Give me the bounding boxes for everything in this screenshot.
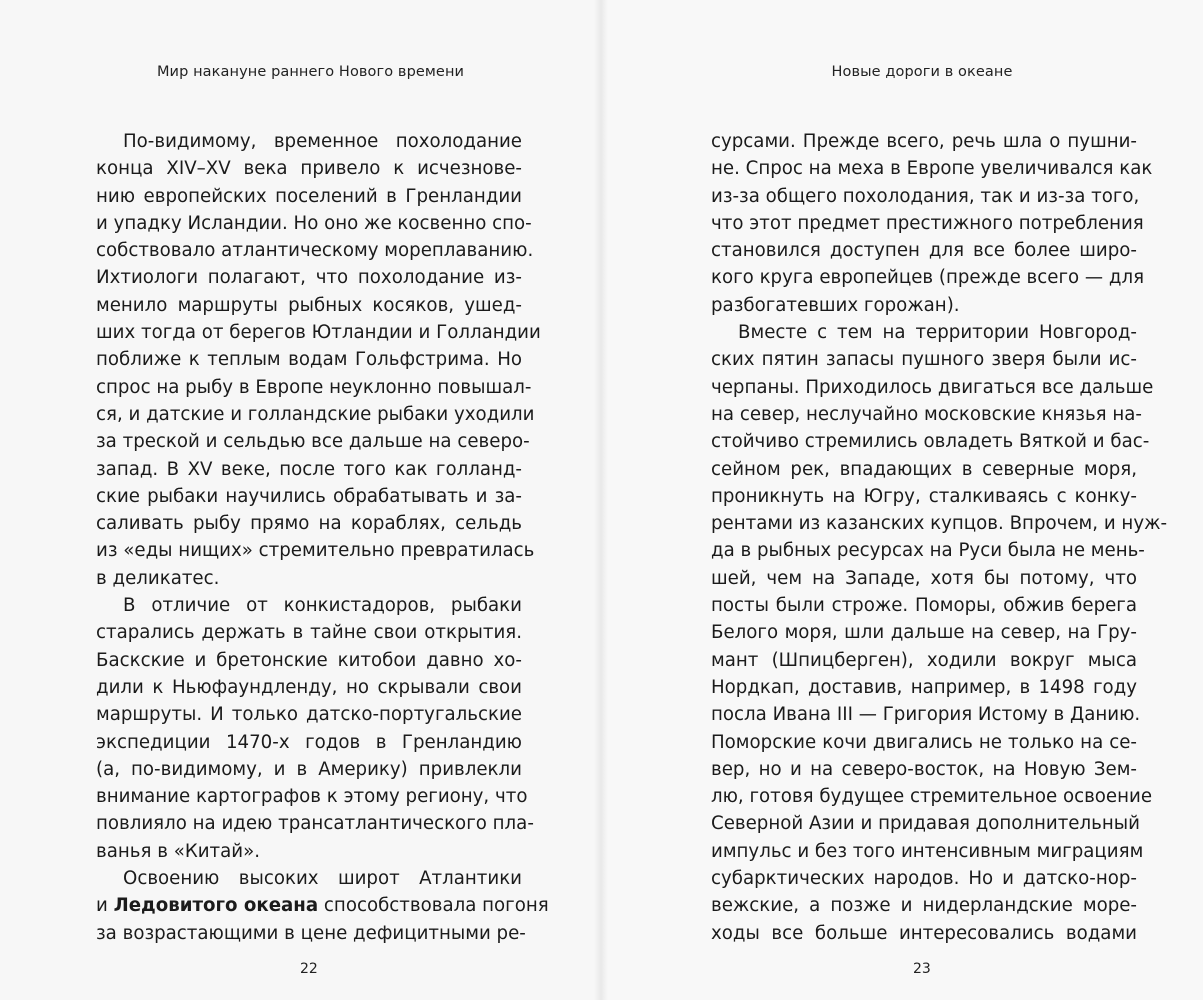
text-line: рентами из казанских купцов. Впрочем, и нуж-: [711, 513, 1168, 535]
text-line: ших тогда от берегов Ютландии и Голландии: [96, 322, 541, 344]
text-line: стойчиво стремились овладеть Вяткой и бас-: [711, 431, 1150, 453]
text-line: в деликатес.: [96, 567, 220, 589]
text-line: дили к Ньюфаундленду, но скрывали свои: [96, 676, 522, 698]
text-line: менило маршруты рыбных косяков, ушед-: [96, 294, 522, 316]
text-line: ванья в «Китай».: [96, 840, 261, 862]
text-line: внимание картографов к этому региону, что: [96, 786, 528, 808]
text-line: собствовало атлантическому мореплаванию.: [96, 240, 534, 262]
running-head-left: Мир накануне раннего Нового времени: [156, 64, 465, 80]
text-line: (а, по-видимому, и в Америку) привлекли: [96, 758, 522, 780]
book-gutter: [594, 0, 608, 1000]
text-line: запад. В XV веке, после того как голланд-: [96, 458, 522, 480]
text-line: конца XIV–XV века привело к исчезнове-: [96, 158, 522, 180]
text-line: Баскские и бретонские китобои давно хо-: [96, 649, 522, 671]
text-line: за возрастающими в цене дефицитными ре-: [96, 922, 526, 944]
text-line: маршруты. И только датско-португальские: [96, 704, 522, 726]
text-line: что этот предмет престижного потребления: [711, 212, 1144, 234]
text-line: экспедиции 1470-х годов в Гренландию: [96, 731, 522, 753]
text-line: лю, готовя будущее стремительное освоение: [711, 786, 1153, 808]
text-line: ских пятин запасы пушного зверя были ис-: [711, 349, 1137, 371]
text-line: разбогатевших горожан).: [711, 294, 960, 316]
text-line: за треской и сельдью все дальше на северо-: [96, 431, 530, 453]
text-line-with-bold-term: [96, 892, 549, 919]
text-line: Нордкап, доставив, например, в 1498 году: [711, 676, 1137, 698]
text-line: субарктических народов. Но и датско-нор-: [711, 868, 1137, 890]
text-line: черпаны. Приходилось двигаться все дальше: [711, 376, 1154, 398]
text-line: проникнуть на Югру, сталкиваясь с конку-: [711, 485, 1137, 507]
body-text-left: [96, 128, 549, 947]
text-line: повлияло на идею трансатлантического пла-: [96, 813, 534, 835]
text-line: сурсами. Прежде всего, речь шла о пушни-: [711, 131, 1137, 152]
text-line: ходы все больше интересовались водами: [711, 922, 1137, 944]
bold-term: Ледовитого океана: [113, 895, 319, 917]
right-page: [601, 0, 1203, 1000]
text-line: спрос на рыбу в Европе неуклонно повышал-: [96, 376, 532, 398]
line-segment: и: [96, 895, 114, 917]
text-line: сейном рек, впадающих в северные моря,: [711, 458, 1137, 480]
body-text-right: [711, 128, 1168, 947]
text-line: Белого моря, шли дальше на север, на Гру-: [711, 622, 1137, 644]
text-line: шей, чем на Западе, хотя бы потому, что: [711, 567, 1137, 589]
text-line: поближе к теплым водам Гольфстрима. Но: [96, 349, 522, 371]
page-number-right: 23: [913, 961, 931, 977]
text-line: посла Ивана III — Григория Истому в Данию.: [711, 704, 1141, 726]
text-line: из-за общего похолодания, так и из-за того,: [711, 185, 1140, 207]
text-line: Северной Азии и придавая дополнительный: [711, 813, 1140, 835]
text-line: не. Спрос на меха в Европе увеличивался как: [711, 158, 1153, 180]
text-line: кого круга европейцев (прежде всего — для: [711, 267, 1145, 289]
text-line: Ихтиологи полагают, что похолодание из-: [96, 267, 522, 289]
page-number-left: 22: [300, 961, 318, 977]
text-line: вежские, а позже и нидерландские море-: [711, 895, 1137, 917]
text-line: нию европейских поселений в Гренландии: [96, 185, 522, 207]
line-segment: способствовала погоня: [318, 895, 549, 917]
text-line: В отличие от конкистадоров, рыбаки: [123, 595, 522, 617]
left-page: [0, 0, 601, 1000]
text-line: Поморские кочи двигались не только на се-: [711, 731, 1137, 753]
text-line: Вместе с тем на территории Новгород-: [738, 322, 1137, 344]
text-line: на север, неслучайно московские князья на-: [711, 403, 1142, 425]
text-line: саливать рыбу прямо на кораблях, сельдь: [96, 513, 522, 535]
text-line: Освоению высоких широт Атлантики: [123, 868, 522, 890]
text-line: ские рыбаки научились обрабатывать и за-: [96, 485, 522, 507]
text-line: ся, и датские и голландские рыбаки уходили: [96, 403, 535, 425]
text-line: мант (Шпицберген), ходили вокруг мыса: [711, 649, 1137, 671]
text-line: импульс и без того интенсивным миграциям: [711, 840, 1144, 862]
text-line: По-видимому, временное похолодание: [123, 131, 522, 152]
running-head-right: Новые дороги в океане: [831, 64, 1013, 80]
text-line: вер, но и на северо-восток, на Новую Зем-: [711, 758, 1137, 780]
text-line: посты были строже. Поморы, обжив берега: [711, 595, 1137, 617]
text-line: из «еды нищих» стремительно превратилась: [96, 540, 535, 562]
text-line: да в рыбных ресурсах на Руси была не мень-: [711, 540, 1145, 562]
text-line: и упадку Исландии. Но оно же косвенно спо-: [96, 212, 532, 234]
text-line: старались держать в тайне свои открытия.: [96, 622, 522, 644]
text-line: становился доступен для все более широ-: [711, 240, 1137, 262]
